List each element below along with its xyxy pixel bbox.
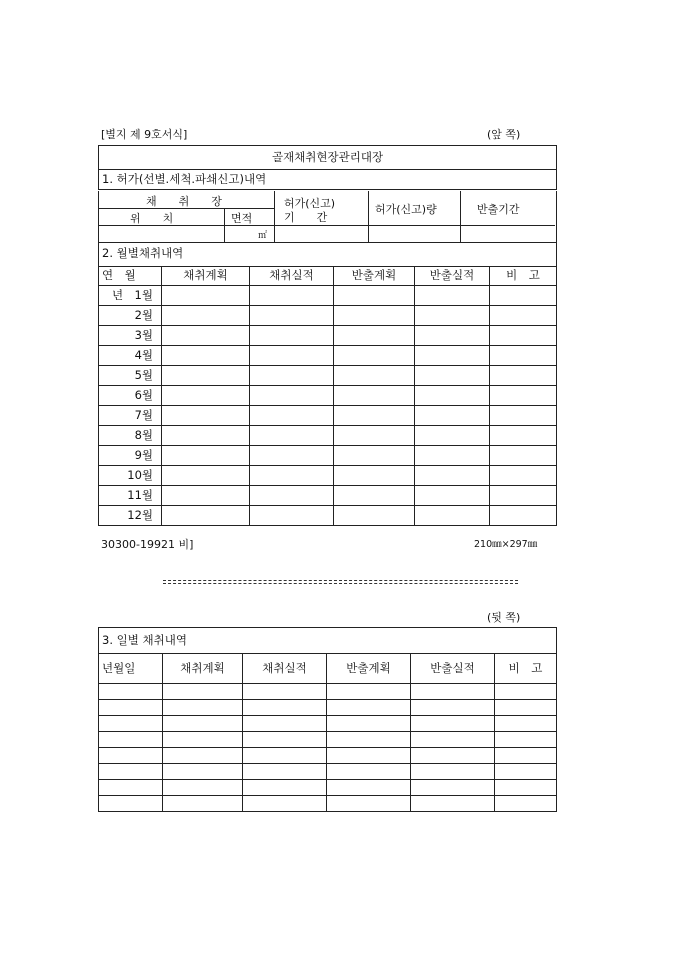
location-label: 위 치 [130,212,174,225]
plan-cell[interactable] [162,325,250,345]
front-form-table [98,145,557,190]
side-label-back: (뒷 쪽) [487,611,521,624]
export-actual-cell[interactable] [415,325,490,345]
daily-table [98,627,557,812]
quantity-label: 허가(신고)량 [375,203,437,216]
export-plan-cell[interactable] [327,732,411,748]
side-label-front: (앞 쪽) [487,128,521,141]
month-label: 7월 [99,405,162,425]
note-cell[interactable] [495,700,557,716]
note-cell[interactable] [495,748,557,764]
section1-heading: 1. 허가(선별.세척.파쇄신고)내역 [99,170,557,190]
section1-grid [98,191,556,243]
col-header: 채취계획 [162,266,250,285]
plan-cell[interactable] [163,716,243,732]
note-cell[interactable] [490,345,557,365]
export-plan-cell[interactable] [327,796,411,812]
actual-cell[interactable] [250,305,334,325]
actual-cell[interactable] [243,732,327,748]
export-plan-cell[interactable] [327,780,411,796]
note-cell[interactable] [495,732,557,748]
table-row [99,780,557,796]
table-row [99,425,557,445]
export-actual-cell[interactable] [411,684,495,700]
form-code: 30300-19921 비] [101,538,194,551]
table-row [99,465,557,485]
export-plan-cell[interactable] [334,485,415,505]
col-header: 비 고 [490,266,557,285]
plan-cell[interactable] [162,425,250,445]
month-label: 년 1월 [99,285,162,305]
table-row [99,796,557,812]
export-actual-cell[interactable] [415,445,490,465]
date-cell[interactable] [99,796,163,812]
actual-cell[interactable] [250,405,334,425]
note-cell[interactable] [490,325,557,345]
plan-cell[interactable] [163,732,243,748]
site-label: 채 취 장 [146,195,222,208]
actual-cell[interactable] [243,716,327,732]
export-plan-cell[interactable] [327,764,411,780]
period-label-1: 허가(신고) [284,197,336,210]
note-cell[interactable] [490,305,557,325]
actual-cell[interactable] [250,385,334,405]
paper-size: 210㎜×297㎜ [474,539,538,550]
note-cell[interactable] [495,716,557,732]
actual-cell[interactable] [250,485,334,505]
export-plan-cell[interactable] [334,385,415,405]
section2-heading: 2. 월별채취내역 [99,242,557,266]
actual-cell[interactable] [250,445,334,465]
plan-cell[interactable] [162,405,250,425]
col-header: 채취실적 [250,266,334,285]
note-cell[interactable] [495,780,557,796]
col-header: 년월일 [99,654,163,684]
note-cell[interactable] [490,365,557,385]
month-label: 5월 [99,365,162,385]
note-cell[interactable] [490,485,557,505]
actual-cell[interactable] [243,796,327,812]
table-row [99,748,557,764]
col-header: 채취계획 [163,654,243,684]
actual-cell[interactable] [243,748,327,764]
export-actual-cell[interactable] [411,780,495,796]
area-label: 면적 [231,212,253,225]
plan-cell[interactable] [162,305,250,325]
table-row [99,325,557,345]
export-plan-cell[interactable] [327,684,411,700]
plan-cell[interactable] [163,700,243,716]
form-title: 골재채취현장관리대장 [99,146,557,170]
note-cell[interactable] [490,445,557,465]
export-plan-cell[interactable] [334,465,415,485]
col-header: 연 월 [99,266,162,285]
table-row [99,764,557,780]
export-plan-cell[interactable] [334,405,415,425]
actual-cell[interactable] [243,684,327,700]
export-plan-cell[interactable] [334,365,415,385]
table-row [99,732,557,748]
note-cell[interactable] [490,385,557,405]
month-label: 8월 [99,425,162,445]
export-actual-cell[interactable] [411,748,495,764]
actual-cell[interactable] [250,285,334,305]
plan-cell[interactable] [162,445,250,465]
actual-cell[interactable] [250,345,334,365]
col-header: 비 고 [495,654,557,684]
col-header: 반출계획 [327,654,411,684]
export-plan-cell[interactable] [334,425,415,445]
month-label: 11월 [99,485,162,505]
export-actual-cell[interactable] [415,505,490,525]
note-cell[interactable] [495,684,557,700]
col-header: 반출실적 [415,266,490,285]
export-actual-cell[interactable] [415,345,490,365]
month-label: 3월 [99,325,162,345]
export-plan-cell[interactable] [334,345,415,365]
plan-cell[interactable] [162,345,250,365]
actual-cell[interactable] [243,764,327,780]
table-row [99,305,557,325]
actual-cell[interactable] [243,700,327,716]
plan-cell[interactable] [162,365,250,385]
note-cell[interactable] [490,405,557,425]
table-row [99,485,557,505]
export-actual-cell[interactable] [415,285,490,305]
table-row [99,684,557,700]
actual-cell[interactable] [243,780,327,796]
date-cell[interactable] [99,684,163,700]
note-cell[interactable] [495,796,557,812]
month-label: 2월 [99,305,162,325]
table-row [99,345,557,365]
col-header: 반출계획 [334,266,415,285]
export-actual-cell[interactable] [411,732,495,748]
table-row [99,716,557,732]
monthly-table [98,242,557,526]
export-actual-cell[interactable] [411,764,495,780]
table-row [99,405,557,425]
date-cell[interactable] [99,780,163,796]
export-actual-cell[interactable] [415,425,490,445]
month-label: 6월 [99,385,162,405]
export-plan-cell[interactable] [327,748,411,764]
export-actual-cell[interactable] [411,796,495,812]
plan-cell[interactable] [162,505,250,525]
date-cell[interactable] [99,764,163,780]
col-header: 반출실적 [411,654,495,684]
note-cell[interactable] [490,465,557,485]
actual-cell[interactable] [250,425,334,445]
export-plan-cell[interactable] [334,505,415,525]
date-cell[interactable] [99,732,163,748]
form-label: [별지 제 9호서식] [101,128,188,141]
export-actual-cell[interactable] [415,405,490,425]
actual-cell[interactable] [250,365,334,385]
export-actual-cell[interactable] [415,365,490,385]
cut-line [163,580,518,581]
month-label: 10월 [99,465,162,485]
cut-line [163,583,518,584]
table-row [99,505,557,525]
date-cell[interactable] [99,748,163,764]
plan-cell[interactable] [163,684,243,700]
table-row [99,385,557,405]
export-plan-cell[interactable] [334,445,415,465]
actual-cell[interactable] [250,325,334,345]
month-label: 9월 [99,445,162,465]
period-label-2: 기 간 [284,211,328,224]
export-actual-cell[interactable] [411,716,495,732]
table-row [99,700,557,716]
export-plan-cell[interactable] [334,285,415,305]
table-row [99,365,557,385]
section3-heading: 3. 일별 채취내역 [99,628,557,654]
export-actual-cell[interactable] [415,465,490,485]
export-actual-cell[interactable] [415,305,490,325]
export-actual-cell[interactable] [415,485,490,505]
export-actual-cell[interactable] [411,700,495,716]
export-plan-cell[interactable] [334,325,415,345]
date-cell[interactable] [99,716,163,732]
plan-cell[interactable] [163,796,243,812]
export-actual-cell[interactable] [415,385,490,405]
plan-cell[interactable] [162,465,250,485]
note-cell[interactable] [495,764,557,780]
actual-cell[interactable] [250,465,334,485]
actual-cell[interactable] [250,505,334,525]
export-period-label: 반출기간 [477,203,520,216]
plan-cell[interactable] [163,780,243,796]
col-header: 채취실적 [243,654,327,684]
export-plan-cell[interactable] [334,305,415,325]
note-cell[interactable] [490,425,557,445]
export-plan-cell[interactable] [327,700,411,716]
export-plan-cell[interactable] [327,716,411,732]
plan-cell[interactable] [163,764,243,780]
plan-cell[interactable] [162,285,250,305]
table-row [99,445,557,465]
date-cell[interactable] [99,700,163,716]
note-cell[interactable] [490,505,557,525]
plan-cell[interactable] [163,748,243,764]
note-cell[interactable] [490,285,557,305]
month-label: 4월 [99,345,162,365]
table-row [99,285,557,305]
plan-cell[interactable] [162,485,250,505]
area-unit: ㎡ [258,231,268,241]
month-label: 12월 [99,505,162,525]
plan-cell[interactable] [162,385,250,405]
